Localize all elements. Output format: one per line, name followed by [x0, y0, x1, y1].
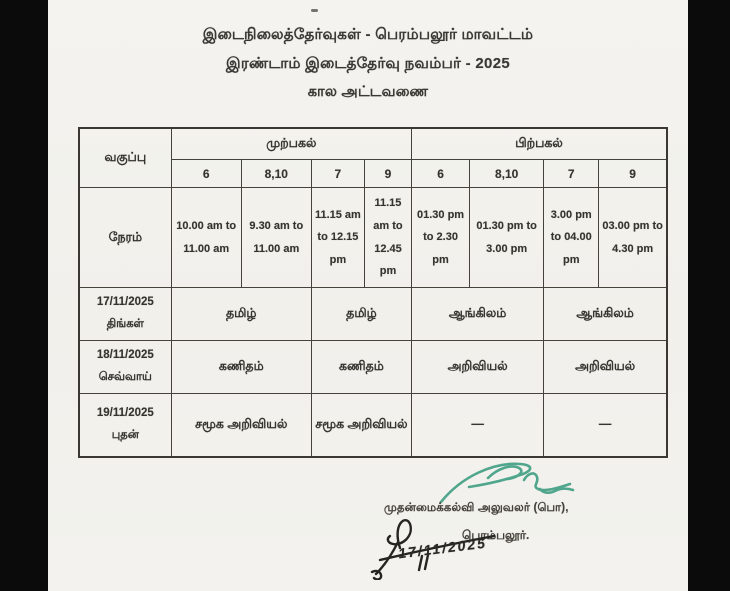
class-col-an-9: 9 [599, 160, 667, 188]
subject-cell: — [412, 394, 544, 457]
exam-date: 18/11/2025 [96, 349, 154, 362]
title-exam-line: இரண்டாம் இடைத்தேர்வு நவம்பர் - 2025 [226, 55, 510, 72]
scan-artifact-mark [311, 9, 318, 12]
class-col-fn-7: 7 [311, 160, 364, 188]
subject-cell: தமிழ் [311, 288, 411, 341]
title-district-line: இடைநிலைத்தேர்வுகள் - பெரம்பலூர் மாவட்டம் [202, 26, 534, 43]
subject-cell: — [544, 394, 667, 457]
exam-date: 17/11/2025 [96, 296, 154, 309]
exam-weekday: புதன் [111, 428, 139, 441]
subject-cell: அறிவியல் [544, 341, 667, 394]
document-page [48, 0, 688, 591]
time-fn-7: 11.15 am to 12.15 pm [311, 188, 364, 288]
title-timetable-line: கால அட்டவணை [307, 84, 429, 100]
class-column-header: வகுப்பு [79, 128, 171, 188]
subject-cell: சமூக அறிவியல் [171, 394, 311, 457]
class-col-fn-8-10: 8,10 [241, 160, 311, 188]
exam-date: 19/11/2025 [96, 406, 154, 419]
signatory-place: பெரம்பலூர். [462, 528, 530, 542]
subject-cell: ஆங்கிலம் [544, 288, 667, 341]
subject-cell: ஆங்கிலம் [412, 288, 544, 341]
time-an-8-10: 01.30 pm to 3.00 pm [470, 188, 544, 288]
exam-day-cell [79, 288, 171, 341]
class-col-fn-9: 9 [364, 160, 411, 188]
handwritten-date: 17/11/2025 [397, 534, 488, 562]
right-black-bar [688, 0, 730, 591]
time-fn-9: 11.15 am to 12.45 pm [364, 188, 411, 288]
exam-day-cell [79, 341, 171, 394]
class-col-an-7: 7 [544, 160, 599, 188]
subject-cell: சமூக அறிவியல் [311, 394, 411, 457]
session-header-forenoon: முற்பகல் [171, 128, 411, 160]
time-fn-6: 10.00 am to 11.00 am [171, 188, 241, 288]
time-an-7: 3.00 pm to 04.00 pm [544, 188, 599, 288]
document-header [48, 26, 688, 102]
subject-cell: கணிதம் [171, 341, 311, 394]
time-an-6: 01.30 pm to 2.30 pm [412, 188, 470, 288]
signatory-designation: முதன்மைக்கல்வி அலுவலர் (பொ), [384, 502, 569, 514]
left-black-bar [0, 0, 48, 591]
subject-cell: கணிதம் [311, 341, 411, 394]
class-col-an-6: 6 [412, 160, 470, 188]
time-row-label: நேரம் [79, 188, 171, 288]
session-header-afternoon: பிற்பகல் [412, 128, 668, 160]
exam-day-cell [79, 394, 171, 457]
class-col-an-8-10: 8,10 [470, 160, 544, 188]
exam-timetable [78, 127, 668, 458]
time-an-9: 03.00 pm to 4.30 pm [599, 188, 667, 288]
class-col-fn-6: 6 [171, 160, 241, 188]
time-fn-8-10: 9.30 am to 11.00 am [241, 188, 311, 288]
subject-cell: அறிவியல் [412, 341, 544, 394]
exam-weekday: திங்கள் [106, 318, 144, 330]
subject-cell: தமிழ் [171, 288, 311, 341]
exam-weekday: செவ்வாய் [98, 371, 152, 383]
